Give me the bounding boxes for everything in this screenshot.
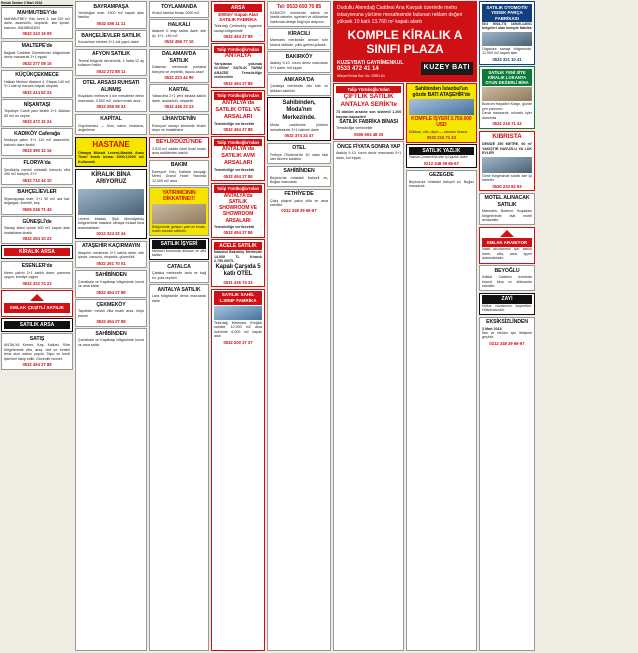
ad-phone: 0532 712 44 10	[22, 177, 52, 183]
ad-listing[interactable]	[1, 128, 73, 156]
promo-sub: 3000m² Kapalı Alan SATILIK FABRİKA	[217, 11, 259, 23]
ad-body: Beykoz'da müstakil bahçeli ev, Boğaz manzaralı	[408, 179, 474, 189]
ad-head: Tel: 0533 693 70 85	[276, 3, 322, 10]
villa-photo	[482, 157, 532, 173]
ad-head: OTEL ARSASI RUHSATI ALINMIŞ	[82, 80, 140, 93]
ad-listing[interactable]	[406, 170, 477, 651]
emlak-label: EMLAK ÇEŞİTLİ SATILIK	[4, 303, 70, 313]
promo-antalya-showroom[interactable]	[211, 183, 265, 238]
promo-phone: 0532 494 27 88	[223, 34, 253, 40]
ad-listing[interactable]	[1, 261, 73, 289]
ad-listing[interactable]	[267, 51, 331, 72]
promo-head: ARSA	[214, 4, 262, 12]
masthead: Emlak İlanları 3 Mart 2018	[1, 1, 73, 6]
promo-head: ACELE SATILIK	[214, 242, 262, 250]
ad-listing[interactable]	[1, 158, 73, 186]
promo-phone: 0532 494 27 88	[223, 230, 253, 236]
beylikduzu-ad[interactable]	[149, 137, 209, 159]
promo-body: Kapalı Çarşıda 5 katlı OTEL	[215, 263, 261, 278]
promo-phone: 0531 436 74 33	[223, 279, 253, 285]
promo-body: 73 dönüm arazide son sistemli 1.200 hayvan kapasiteli	[336, 110, 402, 119]
ad-head: FETHİYE'DE	[284, 191, 314, 198]
ad-phone: 0533 266 08 33	[96, 104, 126, 110]
ad-body: Gayrimenkul — Alım, satım, kiralama, değerleme	[78, 123, 144, 133]
ad-body: Bölgesinde gelişen yatırım fırsatı, imarlı arsalar satılıktır.	[152, 224, 206, 234]
ad-head: ESENLER'de	[21, 263, 53, 270]
badge-kiralik-arsa[interactable]	[1, 245, 73, 259]
emlak-brand-badge[interactable]	[1, 290, 73, 317]
promo-acele-satilik[interactable]	[211, 239, 265, 287]
ad-body: Yalova Çınarcık'ta site içi yazlık daire	[408, 155, 468, 160]
promo-antalya-avm[interactable]	[211, 136, 265, 181]
ad-head: SAHİBİNDEN	[283, 168, 315, 175]
promo-head: Sahibinden İstanbul'un gözde BATI ATAŞEHİR'de	[412, 85, 471, 98]
ad-phone: 0533 472 32 24	[22, 119, 52, 125]
ad-phone: 0532 374 24 47	[284, 133, 314, 139]
ad-body: Nüfus cüzdanımı kaybettim. Hükümsüzdür.	[482, 303, 532, 313]
emlak-araniyor-badge[interactable]	[479, 227, 535, 264]
promo-body: Temsilciliğe verilecektir	[214, 168, 255, 173]
building-photo	[78, 189, 144, 215]
promo-head: Talip Yürükoğlu'ndan	[214, 139, 262, 146]
ad-body: Marmaris, Bodrum, Kuşadası bölgelerinde faal motel alınacaktır.	[482, 209, 532, 223]
badge-satilik-arsa[interactable]	[1, 318, 73, 331]
ad-filler[interactable]	[75, 328, 147, 650]
ad-phone: 0532 261 70 01	[96, 260, 126, 266]
promo-phone: 0530 232 82 93	[492, 183, 522, 189]
promo-head: KIBRISTA	[492, 133, 522, 141]
promo-sub: İstanbul Bakırköy Merkezde 14.000 TL Kiracılı 2.750.000TL	[214, 250, 262, 264]
ad-listing[interactable]	[267, 74, 331, 95]
ad-body: Bağdat Caddesi Zümrütevler bölgesinde deniz manzaralı 3+1 eşyalı	[4, 50, 70, 60]
ad-listing[interactable]	[75, 299, 147, 327]
ad-listing[interactable]	[149, 19, 209, 47]
ad-body: Çalış plajına yakın villa ve arsa satılıktır	[270, 198, 328, 207]
promo-sub: ANTALYA'da SATILIK OTEL VE ARSALARI	[215, 99, 261, 120]
ad-listing[interactable]	[1, 187, 73, 215]
plaza-feature-ad[interactable]	[333, 1, 477, 82]
ad-phone: 0532 446 23 23	[164, 104, 194, 110]
ad-body: Merkezi konumda dükkan ve ofis katları	[152, 248, 206, 257]
ad-listing[interactable]	[1, 70, 73, 98]
ad-head: GEZEGDE	[429, 172, 454, 179]
ad-body: Lara bölgesinde deniz manzaralı daire	[152, 294, 206, 303]
ad-listing[interactable]	[149, 261, 209, 282]
ad-listing[interactable]	[75, 78, 147, 112]
ad-listing[interactable]	[75, 49, 147, 77]
promo-sub: ANTALYA'da SATILIK SHOWROOM VE SHOWROOM ARSALARI	[218, 192, 258, 224]
ad-body: Şenlikköy mevkii müstakil havuzlu villa 450 m2 bahçeli, 5+2	[4, 167, 70, 177]
ad-phone: 0532 494 27 88	[22, 362, 52, 368]
promo-body: Temsilciliğe verilecektir	[214, 224, 255, 229]
ad-body: Sanayi sitesi içinde 600 m2 kapalı alan imalathane kiralık	[4, 226, 70, 235]
plaza-agency: KUZEYBATI GAYRİMENKUL	[337, 59, 404, 66]
ad-head: GÜNEŞLİ'de	[22, 218, 52, 225]
column-5	[266, 0, 332, 653]
ad-head: SAHİBİNDEN	[95, 272, 127, 279]
ad-phone: 0532 414 62 24	[22, 89, 52, 95]
promo-phone: 0532 216 71 43	[492, 121, 522, 127]
promo-head: Talip Yürükoğlu'ndan	[336, 86, 401, 93]
promo-phone: 0532 494 27 88	[223, 173, 253, 179]
promo-title: SATILIK FABRİKA BİNASI	[339, 119, 398, 126]
ad-listing[interactable]	[149, 160, 209, 186]
promo-sub: ANTALYA	[224, 53, 252, 60]
ad-head: SATIŞ	[29, 335, 45, 342]
ad-head: ATAŞEHİR KAÇIRMAYIN	[82, 243, 140, 250]
promo-body: Tekirdağ Çerkezköy organize sanayi bölgesinde	[214, 24, 262, 33]
ad-head: SATILIK İŞYERİ	[152, 240, 206, 248]
ad-phone: 0212 348 39 66-67	[423, 160, 459, 166]
ad-head: NİŞANTAŞI	[23, 101, 51, 108]
promo-sub: Bodrum Hayalleri Kargo, gözde yeri yatırımcı	[482, 102, 532, 111]
ad-body: Dalaman merkezde portakal bahçesi ve zeytinlik, tapulu arazi	[152, 65, 206, 74]
ad-head: BEYOĞLU	[494, 267, 520, 274]
ad-body: MAHMUTBEY Yolu üzeri 3. kat 120 m2 daire, asansörlü, otoparklı, site içinde, bakımlı. SAHİBİNDEN	[4, 17, 70, 30]
ad-body: Ataköy 9-10. kısım deniz manzaralı 3+1 daire, full eşyalı	[336, 151, 402, 160]
ad-body: Moda'ya yakın 3+1 110 m2 asansörlü, bakımlı daire kiralık	[4, 138, 70, 147]
ad-head: BAYRAMPAŞA	[93, 3, 129, 10]
ad-head: ANKARA'DA	[283, 76, 315, 83]
factory-photo	[214, 306, 262, 320]
promo-head: Talip Yürükoğlu'ndan	[214, 185, 262, 192]
ad-phone: 0532 494 27 88	[96, 289, 126, 295]
ad-body: Kuşadası merkeze 4 km mesafede deniz manzaralı, 3.500 m2, turizm imarlı arsa	[78, 94, 144, 103]
badge-label: KİRALIK ARSA	[4, 248, 70, 256]
ad-body: Nakit alıcılarımız için satılık daire, villa, arsa, işyeri aranmaktadır.	[482, 247, 532, 261]
promo-head: Talip Yürükoğlu'ndan	[214, 92, 262, 99]
ad-body: Çatalca merkezde tarla ve bağ ev, yola cepheli	[152, 271, 206, 280]
ad-listing[interactable]	[1, 7, 73, 39]
yatirimci-ad[interactable]	[149, 187, 209, 236]
ad-phone: 0532 456 77 10	[164, 39, 194, 45]
ad-body: 3.515 m2 cadde üzeri ticari imarlı arsa sahibinden satılık	[152, 146, 206, 156]
ad-listing[interactable]	[75, 1, 147, 29]
ad-phone: 0212 348 39 66-67	[281, 208, 317, 214]
ad-listing[interactable]	[333, 141, 404, 650]
ad-body: Çamlıkale ve Kayabaşı bölgesinde konut ve arsa satılır	[78, 279, 144, 289]
beyoglu-ad[interactable]	[479, 265, 535, 291]
ad-body: Çankaya merkezde ofis katı ve dükkan satılıktır	[270, 84, 328, 93]
promo-body: Tekirdağ Marmara Ereğlisi sahilde, 12.000 m2 arsa üzerinde 6.000 m2 kapalı alan	[214, 320, 262, 339]
ad-body: KADIKÖY merkezde satılık ve kiralık daireler, işyerleri ve dükkanlar hakkında detaylı bilgi için arayınız.	[270, 11, 328, 24]
promo-body: Temsilciliğe verilecektir	[214, 121, 255, 126]
ad-listing[interactable]	[75, 30, 147, 47]
ad-body: Metro yakını 2+1 satılık daire, yatırıma uygun, krediye uygun	[4, 270, 70, 280]
ad-listing[interactable]	[1, 333, 73, 370]
lokanta-bina-ad[interactable]	[479, 66, 535, 129]
badge-label: SATILIK ARSA	[4, 321, 70, 329]
ad-listing[interactable]	[75, 270, 147, 298]
promo-phone: 0532 494 27 88	[223, 80, 253, 86]
ad-body: Marmaris merkezde denize sıfır kiracılı dükkan, yıllık getirisi yüksek	[270, 38, 328, 47]
promo-sub: ÇİFTLİK SATILIK ANTALYA SERİK'te	[340, 92, 397, 108]
ad-body: İstiklal Caddesi üzerinde kiracılı bina ve dükkanlar satılıktır.	[482, 275, 532, 289]
ad-body: Yakacık'ta 2+1 yeni binada satılık daire, asansörlü, otoparklı	[152, 94, 206, 103]
factory-photo	[482, 32, 532, 46]
ad-head: ANTALYA SATILIK	[157, 286, 201, 293]
ad-listing[interactable]	[149, 114, 209, 135]
promo-antalya-otel[interactable]	[211, 90, 265, 135]
ad-head: LİHAN'DE'NİN	[162, 116, 196, 123]
ad-head: KİRACILI	[288, 30, 310, 37]
column-1	[0, 0, 74, 653]
promo-body: Girne bölgesinde satılık site içi daireler	[482, 173, 532, 183]
ad-listing[interactable]	[1, 41, 73, 69]
ad-body: Beykoz'da müstakil bahçeli ev, Boğaz manzaralı	[270, 175, 328, 185]
column-7-right-rail	[478, 0, 536, 653]
promo-phone: 0506 604 48 33	[354, 131, 384, 137]
otomotiv-fabrika-ad[interactable]	[479, 1, 535, 65]
ad-listing[interactable]	[1, 216, 73, 244]
ad-head: KÜÇÜKÇEKMECE	[15, 72, 59, 79]
promo-head: SATILIK YENİ SİTE KİRALIK LOKANTA OYUN DEĞERLİ BİNA	[482, 69, 532, 87]
ad-body: Moda caddesine yürüme mesafesinde 3+1 bakımlı daire	[270, 123, 328, 132]
promo-phone: 0532 200 37 37	[223, 339, 253, 345]
promo-sub: ANTALYA'da SATILIK AVM ARSALARI	[221, 146, 255, 167]
ad-phone: 0212 348 39 66-67	[489, 340, 525, 346]
ad-head: OTEL	[292, 145, 306, 152]
ad-head: AFYON SATILIK	[91, 51, 131, 58]
ad-body: Çamlıkale ve Kayabaşı bölgesinde konut ve arsa satılır	[78, 338, 144, 347]
ad-head: BAKIM	[170, 162, 188, 169]
ad-head: MAHMUTBEY'de	[17, 9, 57, 16]
ad-head: FLORYA'da	[23, 160, 51, 167]
ad-body: Levent, Maslak, Şişli, Mecidiyeköy bölgelerinde hastane olmaya müsait bina aranmaktadır.	[78, 216, 144, 230]
badge-label: SATILIK YAZLIK	[409, 147, 474, 155]
promo-body: Organize sanayi bölgesinde, 12.000 m2 kapalı alan	[482, 46, 532, 56]
satilik-isyeri-ad[interactable]	[149, 238, 209, 260]
promo-sub: ISO 9001-TS 16949-14001 belgeleri olan komple fabrika	[482, 22, 532, 31]
ad-head: ÖNCE FİYATA SONRA YAP	[337, 143, 401, 150]
ad-phone: 0532 264 10 22	[22, 235, 52, 241]
restaurant-photo	[482, 87, 532, 101]
promo-phone: 0532 494 27 88	[223, 127, 253, 133]
ad-head: DALAMAN'DA SATILIK	[162, 51, 196, 64]
ad-head: BAHÇELİEVLER	[17, 189, 57, 196]
column-4-promos	[210, 0, 266, 653]
ad-head: EKSİKSİZLİNDEN	[486, 319, 528, 325]
ad-head: MALTEPE'de	[21, 43, 53, 50]
ad-head: TOYLAMANDA	[161, 3, 197, 10]
kiralik-bina-ad[interactable]	[75, 169, 147, 240]
ad-body: Teşvikiye Camii yanı kiralık 2+1 dükkan 55 m2 ön cephe	[4, 109, 70, 118]
ad-head: YATIRIMCININ DİKKATİNE!!!	[162, 189, 196, 203]
ciftlik-ad[interactable]	[333, 83, 404, 139]
ad-head: ZAYİ	[482, 295, 532, 303]
badge-label: EMLAK ARANIYOR	[482, 238, 532, 248]
plaza-note: Müriyet Emlak Rsz. No: 25991-84	[337, 73, 385, 78]
ad-head: ÇEKMEKÖY	[96, 301, 126, 308]
ad-phone: 0532 494 27 88	[96, 319, 126, 325]
column-3	[148, 0, 210, 653]
plaza-title: KOMPLE KİRALIK A SINIFI PLAZA	[347, 28, 463, 57]
ad-listing[interactable]	[149, 49, 209, 83]
promo-phone: 0533 321 10 41	[492, 56, 522, 62]
ad-listing[interactable]	[267, 28, 331, 49]
ad-phone: 0532 322 74 22	[22, 280, 52, 286]
promo-arsa[interactable]	[211, 1, 265, 42]
badge-satilik-yazlik[interactable]	[406, 144, 477, 168]
promo-sub: DENİZE 250 METRE, 60 m² YAKIŞTIR HAVUZLU YA LÜK EVLER	[482, 142, 532, 156]
promo-head: Talip Yürükoğlu'ndan	[214, 46, 262, 53]
plaza-phone: 0533 472 41 14	[337, 66, 379, 73]
ad-body: Kiralık fabrika binası 2000 m2	[152, 11, 200, 15]
ad-phone: 0212 324 22 44	[96, 231, 126, 237]
ad-phone: 0533 390 12 16	[22, 148, 52, 154]
ad-body: Fethiye Ölüdeniz'de 40 odalı faal otel devren satılıktır	[270, 152, 328, 162]
promo-body: Yarışlanan yolunda 22.000m² SATILIK TARIM ARAZİSİ Temsilciliğe verilecektir	[214, 61, 262, 80]
ad-phone: 0532 272 88 11	[96, 68, 126, 74]
promo-footnote: Temsilciliğe verilecektir	[336, 126, 373, 131]
promo-sub: KOMPLE İŞYERİ 3.750.000 USD	[411, 116, 472, 129]
ad-body: İlan ve reklam için iletişime geçiniz.	[482, 330, 532, 340]
ad-body: Termal bölgede devremülk, 1 hafta 12 ay kullanım hakkı	[78, 58, 144, 68]
house-icon	[500, 230, 514, 237]
ad-head: KAPİTAL	[100, 116, 122, 123]
ad-listing[interactable]	[149, 1, 209, 18]
agent-photo	[152, 204, 206, 224]
ad-listing[interactable]	[267, 166, 331, 187]
batiatasehir-ad[interactable]	[406, 83, 477, 143]
ad-body: Kocasinan merkez 3+1 full yapılı daire	[78, 40, 139, 45]
ad-listing[interactable]	[149, 84, 209, 112]
ad-head: HALKALI	[167, 21, 191, 28]
promo-antalya-tarim[interactable]	[211, 43, 265, 88]
ad-head: HASTANE	[92, 139, 130, 149]
ad-phone: 0532 223 44 90	[164, 75, 194, 81]
ad-head: BAKIRKÖY	[285, 53, 313, 60]
ad-listing[interactable]	[1, 99, 73, 127]
ad-head: KARTAL	[168, 86, 190, 93]
promo-satilik-fabrika[interactable]	[211, 289, 265, 651]
ad-head: CATALCA	[167, 263, 191, 270]
office-photo	[409, 99, 474, 115]
ad-body: Ataşehir merkezde 2+1 satılık daire, site içinde, havuzlu, otoparklı, güvenlikli	[78, 250, 144, 260]
ad-head: KİRALIK BİNA ARIYORUZ	[91, 171, 131, 186]
zayi-ad[interactable]	[479, 293, 535, 315]
motel-ad[interactable]	[479, 193, 535, 225]
ad-body: Siyavuşpaşa mah. 2+1 90 m2 ara kat, doğalgaz, kombili, boş	[4, 196, 70, 206]
ad-body: Olmaya Müsait Levent-Maslak Arası Ticari İmarlı binası 6000-12000 m2 Kullanımlı	[78, 150, 144, 164]
column-6-features	[332, 0, 478, 653]
ad-date: 3 Mart 2018	[482, 326, 502, 331]
ad-listing[interactable]	[75, 114, 147, 135]
kibris-ad[interactable]	[479, 131, 535, 192]
ad-body: Ataköy 9-10. kısım deniz manzaralı 3+1 daire, full eşyalı	[270, 61, 328, 70]
ad-head: BAHÇELİEVLER SATILIK	[81, 32, 141, 39]
promo-body: Dükkan, ofis, depo — tamamı kiracılı	[408, 129, 468, 134]
ad-body: Halkalı Merkez Atakent 4. Etapta 140 m2 3+1 site içi havuzlu kapalı otopark	[4, 79, 70, 89]
plaza-lead: Dudullu Alemdağ Caddesi Ana Kavşak üzerinde metro istasyonuna yürüme mesafesinde bulunan reklam değeri yüksek 10 katlı 13.760 m² kapalı alanlı	[337, 5, 463, 25]
ad-phone: 0532 456 11 11	[96, 20, 126, 26]
ad-head: MOTEL ALINACAK SATILIK	[484, 195, 530, 208]
ad-listing[interactable]	[267, 143, 331, 164]
ad-listing[interactable]	[75, 241, 147, 269]
ad-body: Yenidoğan mah. 1500 m2 kapalı alan fabrika	[78, 11, 144, 20]
ad-head: KADIKÖY Caferağa	[14, 130, 60, 137]
ad-phone: 0532 243 19 09	[22, 31, 52, 37]
ad-sahibinden-moda[interactable]	[267, 97, 331, 141]
promo-head: SATILIK SAHİL 1.SINIF FABRİKA	[214, 291, 262, 304]
hastane-ad[interactable]	[75, 137, 147, 167]
kuzeybati-logo: KUZEY BATI	[421, 62, 473, 75]
ad-body: Esenyurt Yolu, Kalfalar kavşağı Metro Grand Hotel Yanında 12.000 m2 arsa	[152, 169, 206, 183]
column-2	[74, 0, 148, 653]
promo-head: SATILIK OTOMOTİV YEDEK PARÇA FABRİKASI	[482, 4, 532, 23]
ad-phone: 0505 246 71 45	[22, 206, 52, 212]
ad-head: BEYLİKDÜZÜ'NDE	[155, 139, 202, 146]
ad-body: Taşdelen mevkii villa imarlı arsa, köşe parsel	[78, 309, 144, 318]
ad-listing[interactable]	[149, 284, 209, 650]
eksiksizlinden-ad[interactable]	[479, 317, 535, 651]
ad-head: SAHİBİNDEN	[95, 330, 127, 337]
ad-body: ANTALYA Kemer, Kaş, Kalkan, Side bölgelerinde villa, arsa, otel ve turistik tesis alım satımı yapılır. Tapu ve kredi işlemleri takip edilir. Güvenilir hizmet.	[4, 343, 70, 361]
house-icon	[30, 294, 44, 301]
promo-body: Deniz manzaralı, ruhsatlı, işler durumda	[482, 111, 532, 120]
ad-listing[interactable]	[267, 1, 331, 27]
ad-listing[interactable]	[267, 189, 331, 651]
ad-body: Atakent 3. etap satılık daire, site içi, 3+1, 145 m2	[152, 29, 206, 38]
ad-head: Sahibinden, Moda'nın Merkezinde.	[282, 99, 316, 121]
ad-body: Esenyurt sanayi sitesinde kiralık depo ve imalathane	[152, 123, 206, 133]
ad-phone: 0532 277 08 15	[22, 60, 52, 66]
promo-phone: 0532 216 71 43	[426, 135, 456, 141]
